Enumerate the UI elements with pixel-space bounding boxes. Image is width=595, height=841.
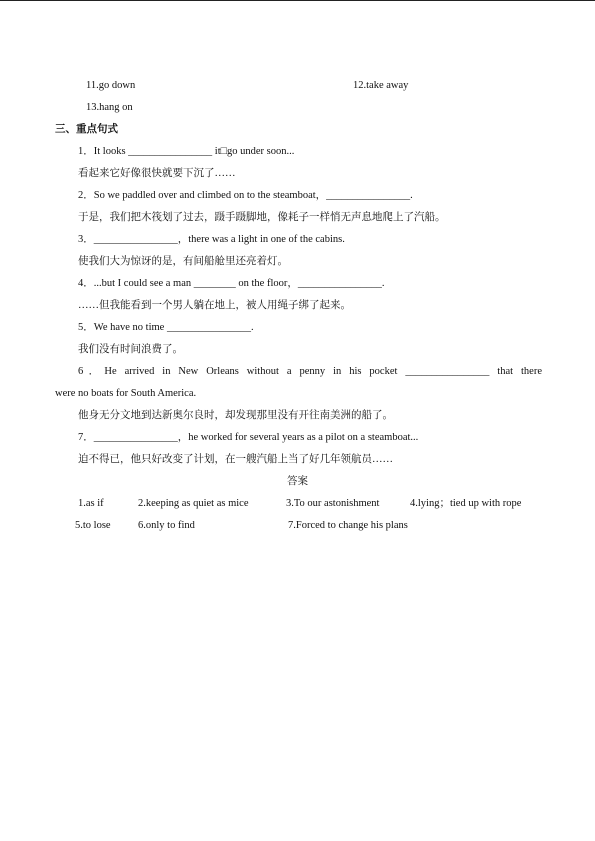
sentence-7-chinese: 迫不得已，他只好改变了计划，在一艘汽船上当了好几年领航员…… <box>78 454 393 465</box>
answer-2: 2.keeping as quiet as mice <box>138 498 249 509</box>
sentence-5-english: 5．We have no time ________________. <box>78 322 254 333</box>
sentence-6-english-line-2: were no boats for South America. <box>55 388 197 399</box>
sentence-4-chinese: ……但我能看到一个男人躺在地上，被人用绳子绑了起来。 <box>78 300 351 311</box>
sentence-4-english: 4．...but I could see a man ________ on the floor，________________. <box>78 278 385 289</box>
sentence-3-english: 3．________________，there was a light in one of the cabins. <box>78 234 345 245</box>
top-rule <box>0 0 595 1</box>
phrase-item-11: 11.go down <box>86 80 136 91</box>
answer-3: 3.To our astonishment <box>286 498 380 509</box>
sentence-2-english: 2．So we paddled over and climbed on to the steamboat，________________. <box>78 190 413 201</box>
answer-7: 7.Forced to change his plans <box>288 520 408 531</box>
answer-4: 4.lying；tied up with rope <box>410 498 522 509</box>
sentence-1-english: 1．It looks ________________ it□go under soon... <box>78 146 295 157</box>
answer-5: 5.to lose <box>75 520 111 531</box>
phrase-item-13: 13.hang on <box>86 102 133 113</box>
section-heading: 三、重点句式 <box>55 124 118 135</box>
sentence-6-english-line-1: 6．He arrived in New Orleans without a penny in his pocket ________________ that there <box>78 366 542 377</box>
answers-heading: 答案 <box>287 476 308 487</box>
answer-1: 1.as if <box>78 498 104 509</box>
sentence-2-chinese: 于是，我们把木筏划了过去，蹑手蹑脚地，像耗子一样悄无声息地爬上了汽船。 <box>78 212 446 223</box>
sentence-6-chinese: 他身无分文地到达新奥尔良时，却发现那里没有开往南美洲的船了。 <box>78 410 393 421</box>
sentence-3-chinese: 使我们大为惊讶的是，有间船舱里还亮着灯。 <box>78 256 288 267</box>
sentence-7-english: 7．________________，he worked for several years as a pilot on a steamboat... <box>78 432 419 443</box>
sentence-5-chinese: 我们没有时间浪费了。 <box>78 344 183 355</box>
answer-6: 6.only to find <box>138 520 195 531</box>
phrase-item-12: 12.take away <box>353 80 409 91</box>
sentence-1-chinese: 看起来它好像很快就要下沉了…… <box>78 168 236 179</box>
